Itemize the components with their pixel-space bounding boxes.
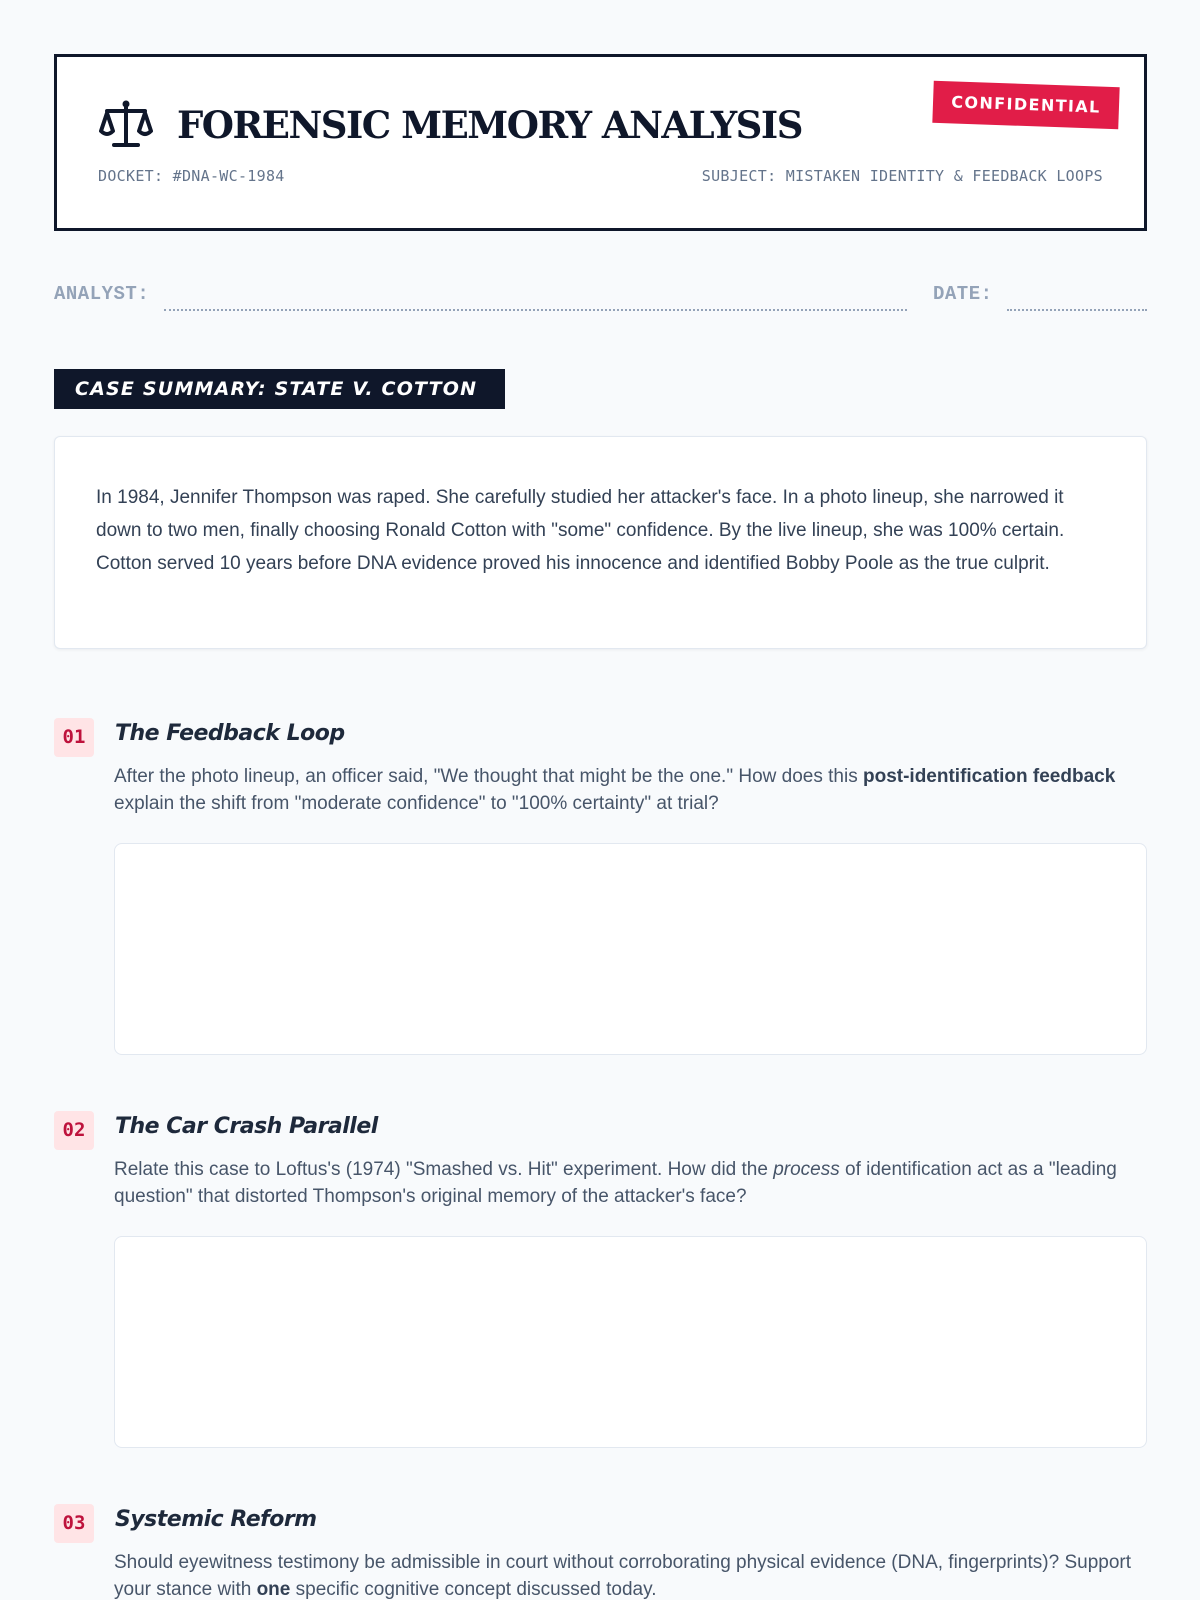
- question-number: 02: [54, 1111, 94, 1150]
- docket-number: DOCKET: #DNA-WC-1984: [98, 167, 285, 185]
- question-number: 01: [54, 718, 94, 757]
- question-prompt: Relate this case to Loftus's (1974) "Smashed vs. Hit" experiment. How did the process of identification act as a "leading question" that distorted Thompson's original memory of the attacker's face?: [114, 1159, 1117, 1207]
- emphasis: process: [773, 1159, 840, 1180]
- analyst-field[interactable]: [164, 309, 907, 311]
- question-number: 03: [54, 1504, 94, 1543]
- answer-box[interactable]: [114, 843, 1147, 1055]
- question-title: The Car Crash Parallel: [115, 1114, 378, 1139]
- case-summary-heading: CASE SUMMARY: STATE V. COTTON: [54, 369, 505, 409]
- answer-box[interactable]: [114, 1236, 1147, 1448]
- question-title: Systemic Reform: [115, 1507, 317, 1532]
- question-title: The Feedback Loop: [115, 721, 345, 746]
- analyst-label: ANALYST:: [54, 283, 150, 305]
- case-summary-text: In 1984, Jennifer Thompson was raped. She carefully studied her attacker's face. In a photo lineup, she narrowed it down to two men, finally choosing Ronald Cotton with "some" confidence. By the live lineup, she was 100% certain. Cotton served 10 years before DNA evidence proved his innocence and identified Bobby Poole as the true culprit.: [96, 487, 1065, 574]
- case-header: [54, 54, 1147, 231]
- confidential-stamp: CONFIDENTIAL: [932, 81, 1119, 129]
- date-label: DATE:: [933, 283, 993, 305]
- scales-icon: [99, 99, 153, 151]
- emphasis: one: [256, 1579, 291, 1600]
- analyst-date-row: [54, 283, 1147, 313]
- page-title: FORENSIC MEMORY ANALYSIS: [177, 103, 802, 147]
- emphasis: post-identification feedback: [862, 766, 1116, 787]
- case-subject: SUBJECT: MISTAKEN IDENTITY & FEEDBACK LOOPS: [701, 167, 1103, 185]
- date-field[interactable]: [1007, 309, 1147, 311]
- case-summary-box: [54, 436, 1147, 649]
- question-prompt: Should eyewitness testimony be admissible in court without corroborating physical evidence (DNA, fingerprints)? Support your stance with one specific cognitive concept discussed today.: [114, 1552, 1132, 1600]
- question-prompt: After the photo lineup, an officer said, "We thought that might be the one." How does this post-identification feedback explain the shift from "moderate confidence" to "100% certainty" at trial?: [114, 766, 1116, 814]
